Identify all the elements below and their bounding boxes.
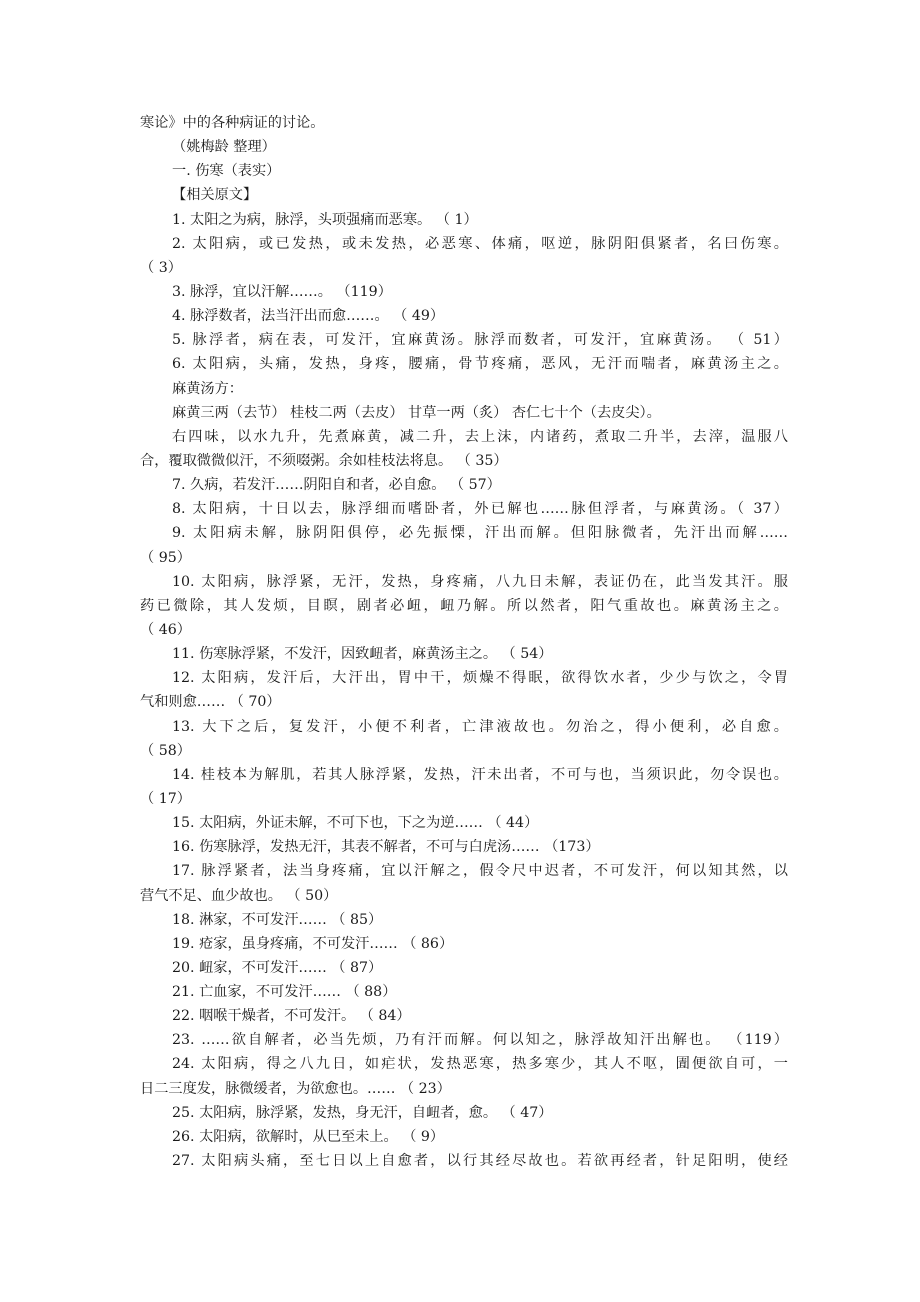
text-line: 13. 大下之后，复发汗，小便不利者，亡津液故也。勿治之，得小便利，必自愈。: [172, 718, 788, 735]
text-line: （ 3）: [140, 259, 182, 276]
text-line: 26. 太阳病，欲解时，从巳至未上。 （ 9）: [172, 1128, 445, 1145]
text-line: 15. 太阳病，外证未解，不可下也，下之为逆…… （ 44）: [172, 815, 539, 832]
text-line: （ 58）: [140, 742, 191, 759]
text-line: 25. 太阳病，脉浮紧，发热，身无汗，自衄者，愈。 （ 47）: [172, 1104, 553, 1121]
text-line: 23. ……欲自解者，必当先烦，乃有汗而解。何以知之，脉浮故知汗出解也。 （119）: [172, 1032, 788, 1049]
text-line: 3. 脉浮，宜以汗解……。 （119）: [172, 283, 392, 300]
text-line: 21. 亡血家，不可发汗…… （ 88）: [172, 984, 397, 1001]
text-line: 药已微除，其人发烦，目瞑，剧者必衄，衄乃解。所以然者，阳气重故也。麻黄汤主之。: [140, 597, 788, 614]
text-line: 麻黄汤方：: [172, 380, 243, 397]
text-line: 右四味，以水九升，先煮麻黄，减二升，去上沫，内诸药，煮取二升半，去滓，温服八: [172, 428, 788, 445]
text-line: 7. 久病，若发汗……阴阳自和者，必自愈。 （ 57）: [172, 477, 501, 494]
text-line: 寒论》中的各种病证的讨论。: [140, 115, 325, 131]
text-line: 9. 太阳病未解，脉阴阳俱停，必先振慄，汗出而解。但阳脉微者，先汗出而解……: [172, 525, 788, 542]
text-line: 11. 伤寒脉浮紧，不发汗，因致衄者，麻黄汤主之。 （ 54）: [172, 646, 553, 663]
text-line: 1. 太阳之为病，脉浮，头项强痛而恶寒。 （ 1）: [172, 211, 478, 228]
text-line: （ 46）: [140, 621, 191, 638]
text-line: 8. 太阳病，十日以去，脉浮细而嗜卧者，外已解也……脉但浮者，与麻黄汤。（ 37）: [172, 501, 788, 518]
text-line: （ 17）: [140, 790, 191, 807]
text-line: 12. 太阳病，发汗后，大汗出，胃中干，烦燥不得眠，欲得饮水者，少少与饮之，令胃: [172, 670, 788, 687]
text-line: 气和则愈…… （ 70）: [140, 694, 281, 711]
text-line: 18. 淋家，不可发汗…… （ 85）: [172, 911, 383, 928]
document-text: [140, 111, 788, 1173]
text-line: 4. 脉浮数者，法当汗出而愈……。 （ 49）: [172, 308, 445, 325]
text-line: 日二三度发，脉微缓者，为欲愈也。…… （ 23）: [140, 1080, 451, 1097]
text-line: 2. 太阳病，或已发热，或未发热，必恶寒、体痛，呕逆，脉阴阳俱紧者，名曰伤寒。: [172, 235, 788, 252]
text-line: 【相关原文】: [172, 187, 258, 204]
text-line: （姚梅龄 整理）: [172, 139, 276, 156]
text-line: 22. 咽喉干燥者，不可发汗。 （ 84）: [172, 1008, 411, 1025]
text-line: 19. 疮家，虽身疼痛，不可发汗…… （ 86）: [172, 935, 454, 952]
text-line: 合，覆取微微似汗，不须啜粥。余如桂枝法将息。 （ 35）: [140, 452, 508, 469]
text-line: 麻黄三两（去节） 桂枝二两（去皮） 甘草一两（炙） 杏仁七十个（去皮尖）。: [172, 404, 661, 421]
text-line: （ 95）: [140, 549, 191, 566]
text-line: 6. 太阳病，头痛，发热，身疼，腰痛，骨节疼痛，恶风，无汗而喘者，麻黄汤主之。: [172, 356, 788, 373]
text-line: 14. 桂枝本为解肌，若其人脉浮紧，发热，汗未出者，不可与也，当须识此，勿令误也。: [172, 766, 788, 783]
text-line: 一. 伤寒（表实）: [172, 163, 281, 180]
text-line: 营气不足、血少故也。 （ 50）: [140, 887, 338, 904]
text-line: 27. 太阳病头痛，至七日以上自愈者，以行其经尽故也。若欲再经者，针足阳明，使经: [172, 1153, 788, 1170]
text-line: 5. 脉浮者，病在表，可发汗，宜麻黄汤。脉浮而数者，可发汗，宜麻黄汤。 （ 51）: [172, 332, 788, 349]
text-line: 20. 衄家，不可发汗…… （ 87）: [172, 959, 383, 976]
text-line: 17. 脉浮紧者，法当身疼痛，宜以汗解之，假令尺中迟者，不可发汗，何以知其然，以: [172, 863, 788, 880]
text-line: 16. 伤寒脉浮，发热无汗，其表不解者，不可与白虎汤…… （173）: [172, 839, 600, 856]
text-line: 24. 太阳病，得之八九日，如疟状，发热恶寒，热多寒少，其人不呕，圊便欲自可，一: [172, 1056, 788, 1073]
text-line: 10. 太阳病，脉浮紧，无汗，发热，身疼痛，八九日未解，表证仍在，此当发其汗。服: [172, 573, 788, 590]
